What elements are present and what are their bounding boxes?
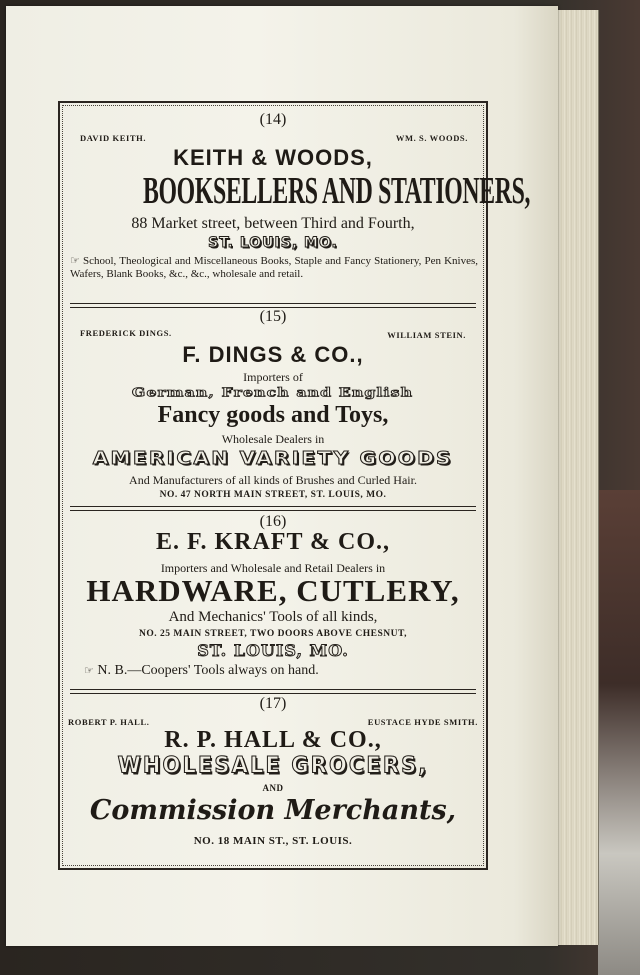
firm-name: F. DINGS & CO., <box>182 342 364 367</box>
note <box>84 663 319 679</box>
partner-left: DAVID KEITH. <box>80 133 147 143</box>
partner-right: WM. S. WOODS. <box>395 133 468 143</box>
tools-line: And Mechanics' Tools of all kinds, <box>168 609 378 625</box>
partner-left: ROBERT P. HALL. <box>68 717 150 727</box>
wholesale-line: Wholesale Dealers in <box>221 432 325 446</box>
notice <box>70 255 478 281</box>
firm-name: KEITH & WOODS, <box>173 145 373 170</box>
manufacturers-line: And Manufacturers of all kinds of Brushes and Curled Hair. <box>129 473 417 487</box>
ad-16 <box>60 513 486 688</box>
firm-name: R. P. HALL & CO., <box>164 727 382 753</box>
ad-number: (15) <box>259 308 287 325</box>
divider-rule <box>70 506 476 511</box>
pointing-hand-icon: ☞ <box>84 665 94 677</box>
note-text: N. B.—Coopers' Tools always on hand. <box>97 663 319 678</box>
origin-line: German, French and English <box>132 386 414 400</box>
variety-heading: AMERICAN VARIETY GOODS <box>92 448 454 469</box>
ad-17 <box>60 695 486 865</box>
book-page <box>6 6 558 946</box>
address: NO. 25 MAIN STREET, TWO DOORS ABOVE CHESNUT, <box>139 629 407 639</box>
hardware-heading: HARDWARE, CUTLERY, <box>86 573 460 608</box>
ad-number: (14) <box>259 111 287 128</box>
ad-14 <box>60 103 531 303</box>
fabric-edge <box>598 490 640 975</box>
importers-line: Importers and Wholesale and Retail Dealers in <box>160 561 386 575</box>
address: NO. 47 NORTH MAIN STREET, ST. LOUIS, MO. <box>159 490 387 500</box>
firm-name: E. F. KRAFT & CO., <box>155 529 391 555</box>
divider-rule <box>70 689 476 694</box>
advertisement-frame <box>58 101 531 870</box>
ad-15 <box>60 308 486 508</box>
ad-number: (16) <box>259 513 287 530</box>
pointing-hand-icon: ☞ <box>70 255 80 267</box>
partner-left: FREDERICK DINGS. <box>80 328 172 338</box>
trade-heading: BOOKSELLERS AND STATIONERS, <box>142 170 531 213</box>
partner-right: WILLIAM STEIN. <box>387 330 466 340</box>
importers-of: Importers of <box>243 370 303 384</box>
ad-number: (17) <box>259 695 287 712</box>
and-line: AND <box>262 783 284 793</box>
goods-heading: Fancy goods and Toys, <box>157 402 389 428</box>
partner-right: EUSTACE HYDE SMITH. <box>367 717 478 727</box>
city: ST. LOUIS, MO. <box>197 641 349 660</box>
notice-text: School, Theological and Miscellaneous Books, Staple and Fancy Stationery, Pen Knives, Wafers, Blank Books, &c., &c., wholesale and retail. <box>70 255 479 280</box>
grocers-heading: WHOLESALE GROCERS, <box>117 751 429 779</box>
commission-heading: Commission Merchants, <box>89 795 457 826</box>
address: 88 Market street, between Third and Fourth, <box>131 215 415 232</box>
address: NO. 18 MAIN ST., ST. LOUIS. <box>193 835 353 847</box>
city: ST. LOUIS, MO. <box>208 235 338 251</box>
